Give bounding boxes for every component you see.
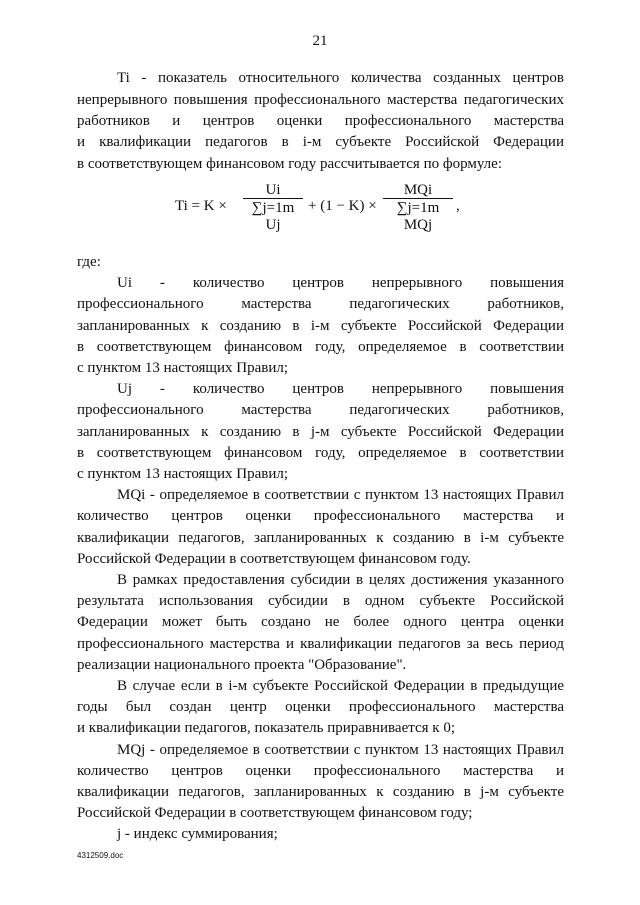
- formula-frac2-denominator: ∑j=1m MQj: [396, 200, 440, 233]
- para-mqj-line: количество центров оценки профессионального мастерства и: [77, 763, 564, 779]
- where-label: где:: [77, 254, 101, 270]
- formula-frac2-numerator: MQi: [383, 182, 453, 199]
- para-case-line: годы был создан центр оценки профессионального мастерства: [77, 699, 564, 715]
- para-rules-line: реализации национального проекта "Образование".: [77, 657, 407, 673]
- footer-filename: 4312509.doc: [77, 851, 124, 860]
- para-ui-line: Ui - количество центров непрерывного повышения: [117, 275, 564, 291]
- para-mqj-line: MQj - определяемое в соответствии с пунктом 13 настоящих Правил: [117, 742, 564, 758]
- para-ui-line: профессионального мастерства педагогических работников,: [77, 296, 564, 312]
- para-uj-line: в соответствующем финансовом году, определяемое в соответствии: [77, 445, 564, 461]
- para-mqi-line: квалификации педагогов, запланированных к созданию в i-м субъекте: [77, 530, 564, 546]
- para-uj-line: с пунктом 13 настоящих Правил;: [77, 466, 289, 482]
- para-ti-line: Ti - показатель относительного количества созданных центров: [117, 70, 564, 86]
- para-rules-line: профессионального мастерства и квалификации педагогов за весь период: [77, 636, 564, 652]
- para-ti-line: и квалификации педагогов в i-м субъекте Российской Федерации: [77, 134, 564, 150]
- para-case-line: и квалификации педагогов, показатель приравнивается к 0;: [77, 720, 455, 736]
- para-rules-line: результата использования субсидии в одном субъекте Российской: [77, 593, 564, 609]
- formula: [175, 182, 475, 232]
- para-mqi-line: MQi - определяемое в соответствии с пунктом 13 настоящих Правил: [117, 487, 564, 503]
- para-mqi-line: количество центров оценки профессионального мастерства и: [77, 508, 564, 524]
- para-ui-line: запланированных к созданию в i-м субъекте Российской Федерации: [77, 318, 564, 334]
- para-mqj-line: квалификации педагогов, запланированных к созданию в j-м субъекте: [77, 784, 564, 800]
- para-j-line: j - индекс суммирования;: [117, 826, 278, 842]
- para-uj-line: Uj - количество центров непрерывного повышения: [117, 381, 564, 397]
- formula-lhs: Ti = K ×: [175, 198, 227, 214]
- para-mqi-line: Российской Федерации в соответствующем финансовом году.: [77, 551, 471, 567]
- para-uj-line: профессионального мастерства педагогических работников,: [77, 402, 564, 418]
- formula-frac1-numerator: Ui: [243, 182, 303, 199]
- para-ti-line: работников и центров оценки профессионального мастерства: [77, 113, 564, 129]
- para-rules-line: Федерации может быть создано не более одного центра оценки: [77, 614, 564, 630]
- para-mqj-line: Российской Федерации в соответствующем финансовом году;: [77, 805, 473, 821]
- para-uj-line: запланированных к созданию в j-м субъекте Российской Федерации: [77, 424, 564, 440]
- formula-end: ,: [456, 198, 460, 214]
- formula-mid: + (1 − K) ×: [308, 198, 377, 214]
- para-case-line: В случае если в i-м субъекте Российской Федерации в предыдущие: [117, 678, 564, 694]
- formula-fraction-1: [243, 182, 303, 234]
- page-number: 21: [312, 33, 328, 49]
- para-ti-line: в соответствующем финансовом году рассчитывается по формуле:: [77, 156, 502, 172]
- formula-frac1-denominator: ∑j=1m Uj: [251, 200, 295, 233]
- para-rules-line: В рамках предоставления субсидии в целях достижения указанного: [117, 572, 564, 588]
- para-ti-line: непрерывного повышения профессионального мастерства педагогических: [77, 92, 564, 108]
- formula-fraction-2: [383, 182, 453, 234]
- para-ui-line: в соответствующем финансовом году, определяемое в соответствии: [77, 339, 564, 355]
- para-ui-line: с пунктом 13 настоящих Правил;: [77, 360, 289, 376]
